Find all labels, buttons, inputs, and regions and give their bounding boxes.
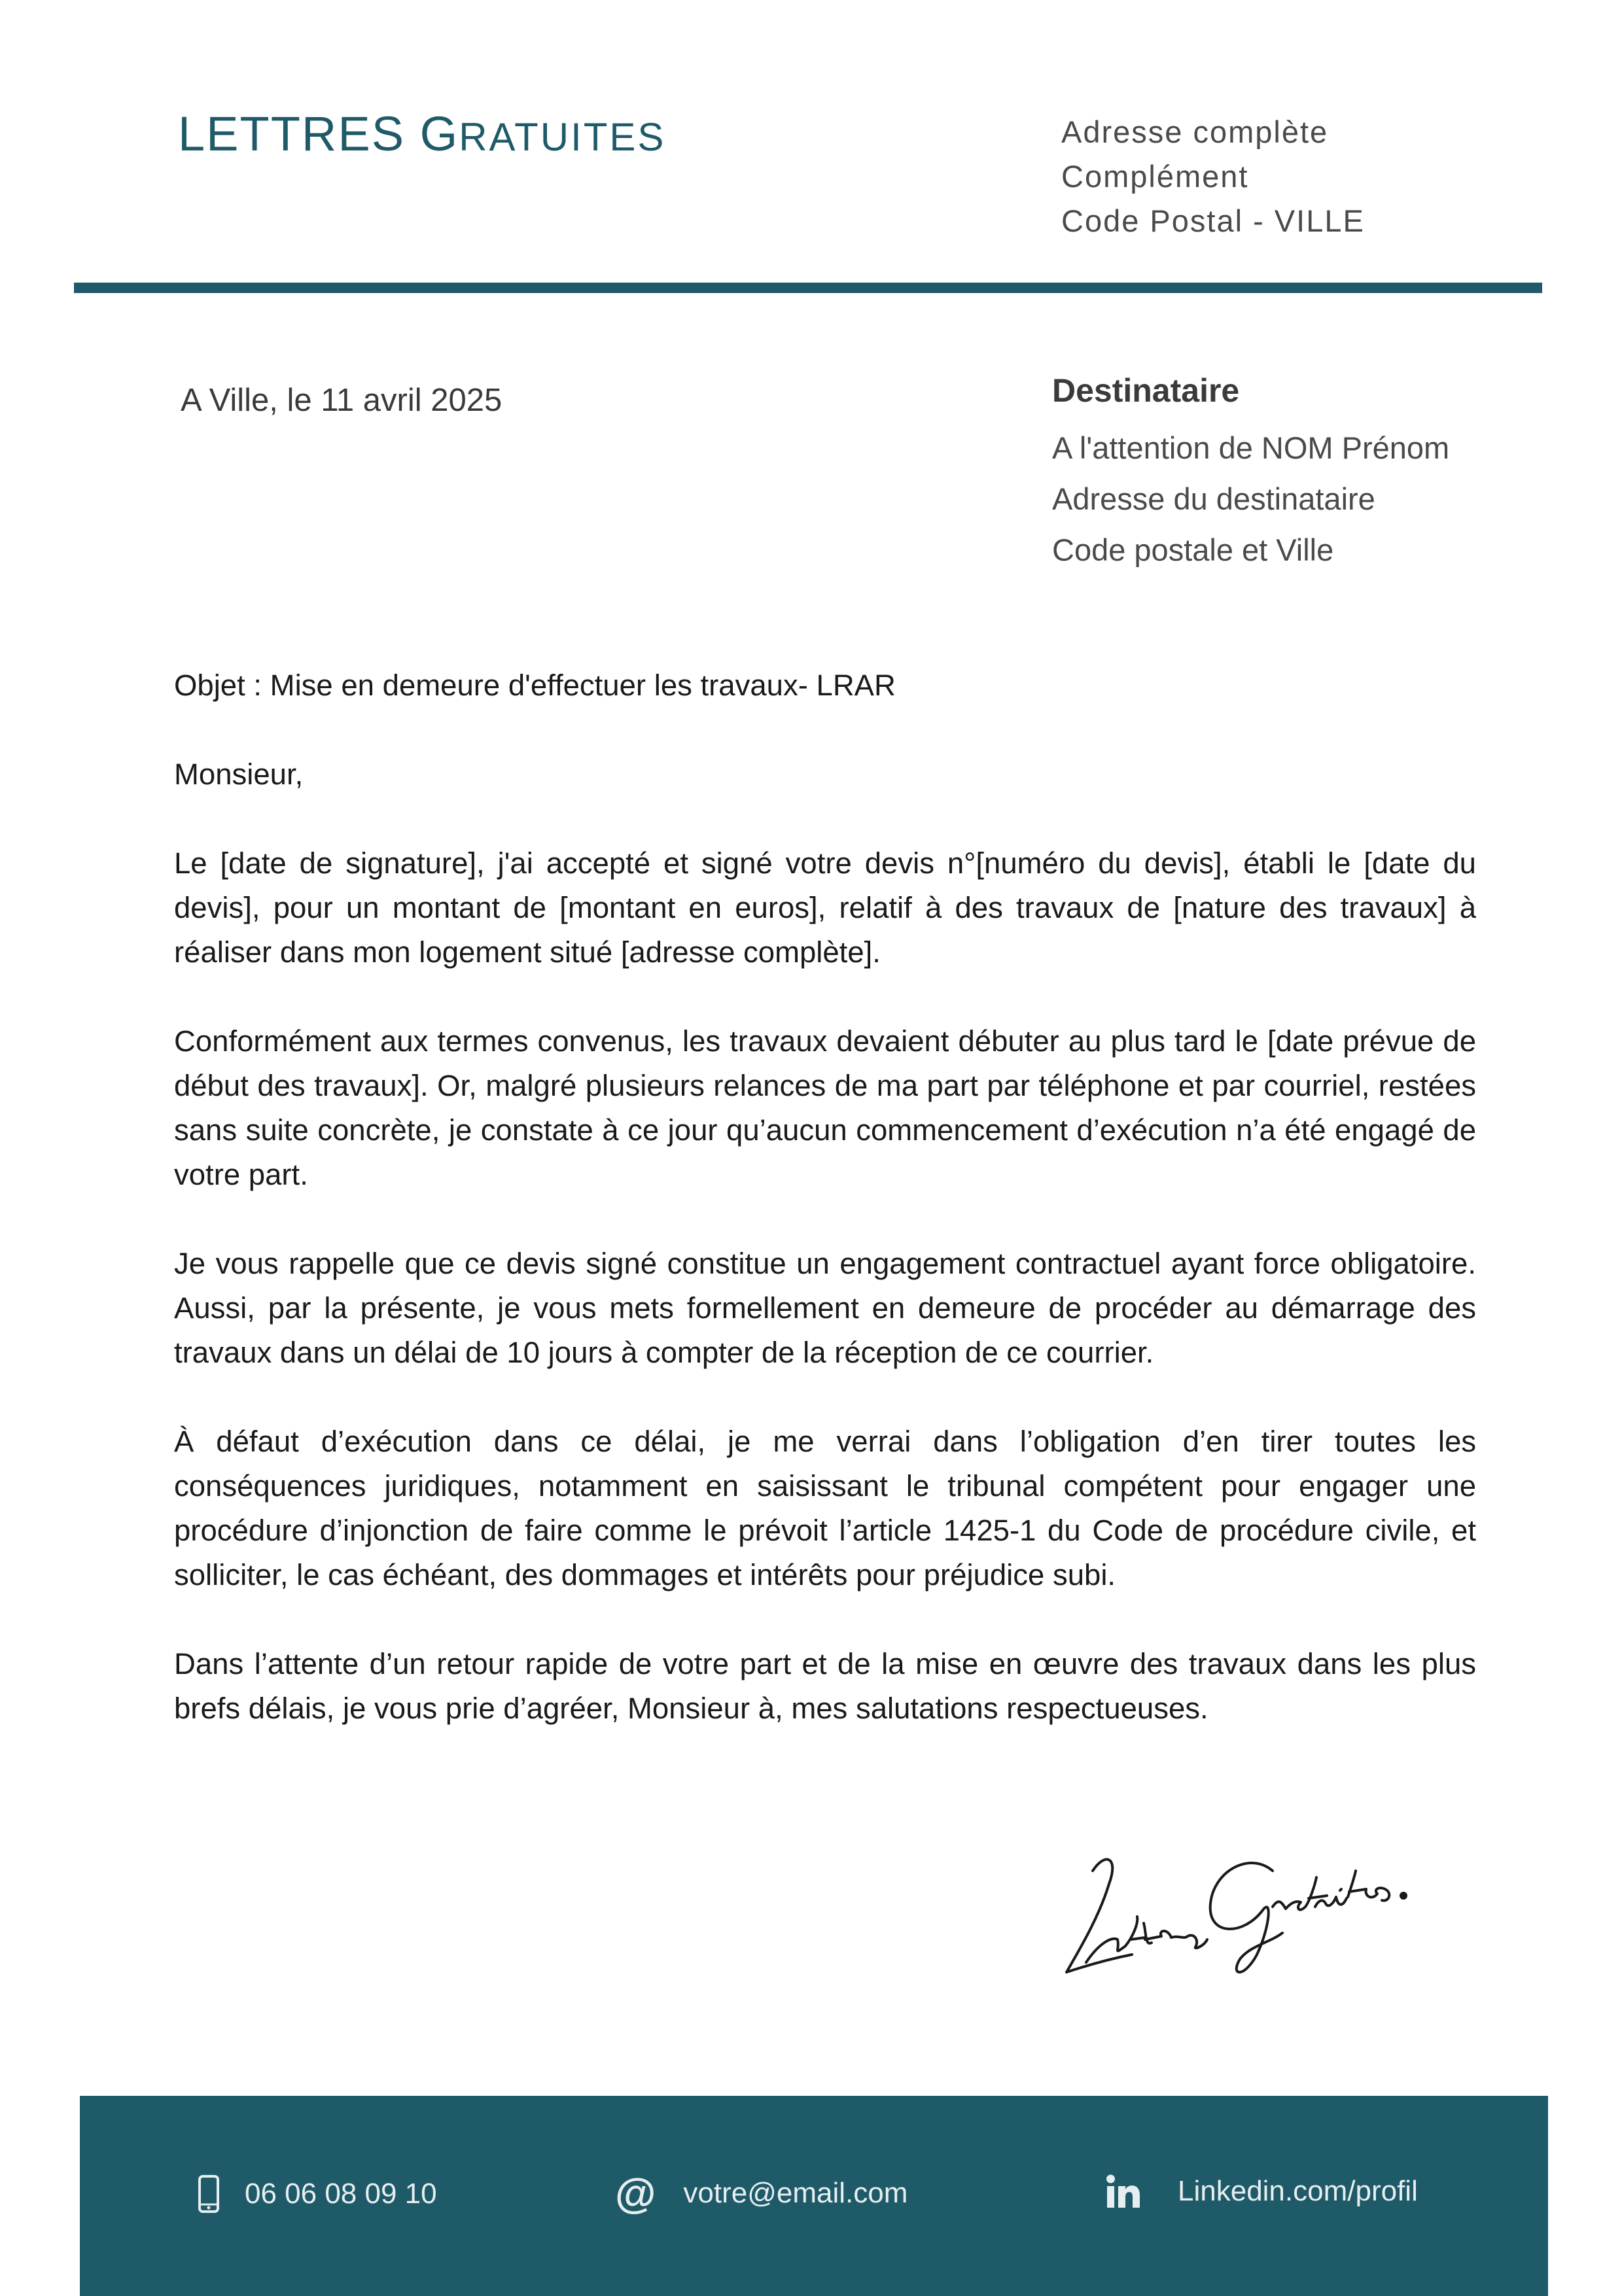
sender-line: Code Postal - VILLE [1061, 203, 1365, 238]
signature-image [1047, 1825, 1426, 1995]
date-line: A Ville, le 11 avril 2025 [181, 383, 502, 418]
recipient-title: Destinataire [1052, 372, 1240, 409]
recipient-block [1052, 372, 1449, 576]
sender-line: Adresse complète [1061, 114, 1329, 149]
letter-paragraph: Conformément aux termes convenus, les travaux devaient débuter au plus tard le [date prévue de début des travaux]. Or, malgré plusieurs relances de ma part par téléphone et par courriel, restées sans suite concrète, je constate à ce jour qu’aucun commencement d’exécution n’a été engagé de votre part. [174, 1024, 1476, 1191]
footer-linkedin[interactable] [1106, 2174, 1418, 2208]
footer-phone[interactable] [198, 2174, 437, 2214]
footer-email[interactable] [615, 2169, 908, 2218]
linkedin-url: Linkedin.com/profil [1178, 2175, 1418, 2207]
phone-number: 06 06 08 09 10 [245, 2178, 437, 2210]
at-icon: @ [615, 2170, 656, 2217]
email-address: votre@email.com [683, 2177, 908, 2209]
letter-salutation: Monsieur, [174, 757, 304, 791]
linkedin-icon [1106, 2174, 1141, 2208]
letter-body [174, 663, 1476, 1731]
sender-address [1061, 110, 1365, 243]
header-divider [74, 283, 1542, 293]
recipient-line: A l'attention de NOM Prénom [1052, 430, 1450, 465]
recipient-line: Adresse du destinataire [1052, 481, 1375, 516]
recipient-line: Code postale et Ville [1052, 532, 1334, 567]
footer-bar [80, 2096, 1548, 2296]
letter-paragraph: Dans l’attente d’un retour rapide de votre part et de la mise en œuvre des travaux dans les plus brefs délais, je vous prie d’agréer, Monsieur à, mes salutations respectueuses. [174, 1647, 1476, 1725]
letter-paragraph: Je vous rappelle que ce devis signé constitue un engagement contractuel ayant force obligatoire. Aussi, par la présente, je vous mets formellement en demeure de procéder au démarrage des travaux dans un délai de 10 jours à compter de la réception de ce courrier. [174, 1247, 1476, 1369]
phone-icon [198, 2174, 220, 2214]
letter-paragraph: À défaut d’exécution dans ce délai, je me verrai dans l’obligation d’en tirer toutes les conséquences juridiques, notamment en saisissant le tribunal compétent pour engager une procédure d’injonction de faire comme le prévoit l’article 1425-1 du Code de procédure civile, et solliciter, le cas échéant, des dommages et intérêts pour préjudice subi. [174, 1425, 1476, 1592]
sender-line: Complément [1061, 159, 1249, 194]
brand-logo [178, 107, 666, 161]
letter-object: Objet : Mise en demeure d'effectuer les travaux- LRAR [174, 669, 896, 702]
letter-paragraph: Le [date de signature], j'ai accepté et signé votre devis n°[numéro du devis], établi le [date du devis], pour un montant de [montant en euros], relatif à des travaux de [nature des travaux] à réaliser dans mon logement situé [adresse complète]. [174, 846, 1476, 969]
brand-sub: GRATUITES [419, 107, 666, 161]
brand-main: LETTRES [178, 107, 406, 161]
